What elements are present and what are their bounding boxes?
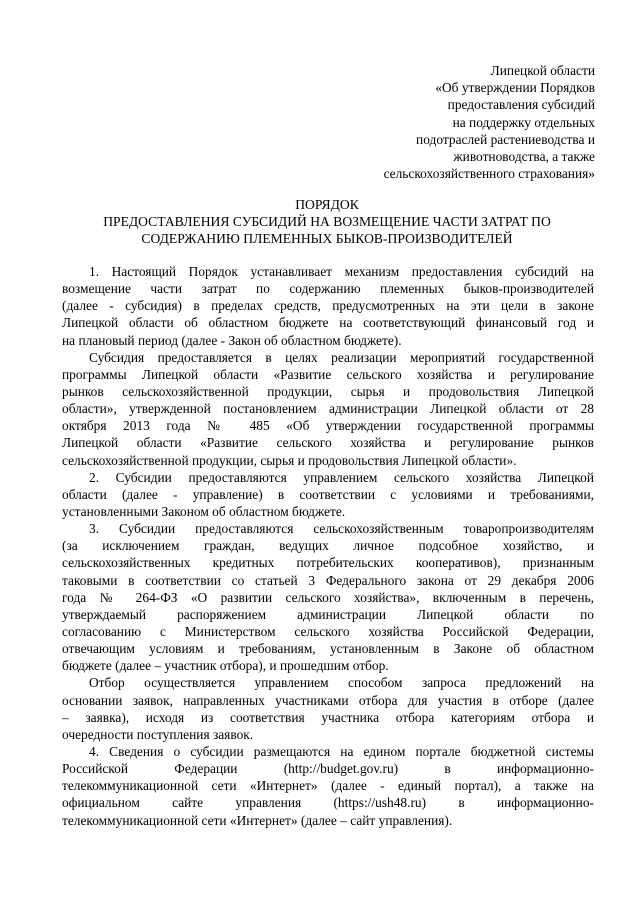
text-line: октября 2013 года № 485 «Об утверждении государственной программы [62, 418, 594, 434]
text-line: года № 264-ФЗ «О развитии сельского хозяйства», включенным в перечень, [62, 589, 594, 605]
header-line: животноводства, а также [453, 149, 595, 165]
text-line: согласованию с Министерством сельского хозяйства Российской Федерации, [62, 623, 594, 639]
title-line: ПОРЯДОК [295, 197, 359, 212]
title-line: ПРЕДОСТАВЛЕНИЯ СУБСИДИЙ НА ВОЗМЕЩЕНИЕ ЧАСТИ ЗАТРАТ ПО [103, 214, 551, 229]
paragraph [62, 520, 594, 674]
paragraph [62, 674, 594, 743]
text-line: области», утвержденной постановлением администрации Липецкой области от 28 [62, 401, 594, 417]
text-line: 1. Настоящий Порядок устанавливает механизм предоставления субсидий на [89, 264, 594, 279]
text-line: (за исключением граждан, ведущих личное подсобное хозяйство, и [62, 538, 594, 554]
text-line: 3. Субсидии предоставляются сельскохозяйственным товаропроизводителям [89, 521, 594, 537]
text-line: таковыми в соответствии со статьей 3 Федерального закона от 29 декабря 2006 [62, 572, 594, 588]
text-line: очередности поступления заявок. [62, 726, 254, 742]
text-line: – заявка), исходя из соответствия участника отбора категориям отбора и [62, 709, 594, 725]
paragraph [62, 263, 594, 349]
text-line: области (далее - управление) в соответствии с условиями и требованиями, [62, 486, 594, 502]
text-line: Липецкой области об областном бюджете на соответствующий финансовый год и [62, 315, 594, 331]
text-line: на плановый период (далее - Закон об областном бюджете). [62, 332, 402, 348]
title-line: СОДЕРЖАНИЮ ПЛЕМЕННЫХ БЫКОВ-ПРОИЗВОДИТЕЛЕЙ [141, 231, 513, 246]
text-line: утверждаемый распоряжением администрации Липецкой области по [62, 606, 594, 622]
text-line: Субсидия предоставляется в целях реализации мероприятий государственной [89, 349, 594, 365]
text-line: (далее - субсидия) в пределах средств, предусмотренных на эти цели в законе [62, 298, 594, 314]
text-line: бюджете (далее – участник отбора), и прошедшим отбор. [62, 658, 389, 674]
document-title [62, 196, 592, 247]
text-line: 2. Субсидии предоставляются управлением сельского хозяйства Липецкой [89, 469, 594, 485]
text-line: возмещение части затрат по содержанию племенных быков-производителей [62, 281, 594, 297]
header-line: Липецкой области [490, 63, 595, 78]
header-line: на поддержку отдельных [452, 114, 595, 130]
text-line: рынков сельскохозяйственной продукции, сырья и продовольствия Липецкой [62, 383, 594, 399]
text-line: программы Липецкой области «Развитие сельского хозяйства и регулирование [62, 366, 594, 382]
header-line: сельскохозяйственного страхования» [383, 166, 595, 182]
header-line: подотраслей растениеводства и [416, 131, 595, 147]
paragraph [62, 469, 594, 520]
text-line: телекоммуникационной сети «Интернет» (далее - единый портал), а также на [62, 778, 594, 794]
paragraph [62, 349, 594, 469]
text-line: сельскохозяйственной продукции, сырья и продовольствия Липецкой области». [62, 452, 517, 468]
text-line: отвечающим условиям и требованиям, установленным в Законе об областном [62, 641, 594, 657]
document-body [62, 263, 594, 829]
text-line: официальном сайте управления (https://ush48.ru) в информационно- [62, 795, 594, 811]
document-header-approval-reference [295, 62, 595, 182]
text-line: телекоммуникационной сети «Интернет» (далее – сайт управления). [62, 812, 453, 828]
paragraph [62, 743, 594, 829]
text-line: 4. Сведения о субсидии размещаются на едином портале бюджетной системы [89, 743, 594, 759]
text-line: Липецкой области «Развитие сельского хозяйства и регулирование рынков [62, 435, 594, 451]
text-line: установленными Законом об областном бюджете. [62, 503, 346, 519]
header-line: предоставления субсидий [447, 97, 595, 113]
text-line: основании заявок, направленных участниками отбора для участия в отборе (далее [62, 692, 594, 708]
header-line: «Об утверждении Порядков [435, 80, 595, 96]
text-line: Отбор осуществляется управлением способом запроса предложений на [89, 675, 594, 691]
text-line: Российской Федерации (http://budget.gov.ru) в информационно- [62, 761, 594, 777]
text-line: сельскохозяйственных кредитных потребительских кооперативов), признанным [62, 555, 594, 571]
